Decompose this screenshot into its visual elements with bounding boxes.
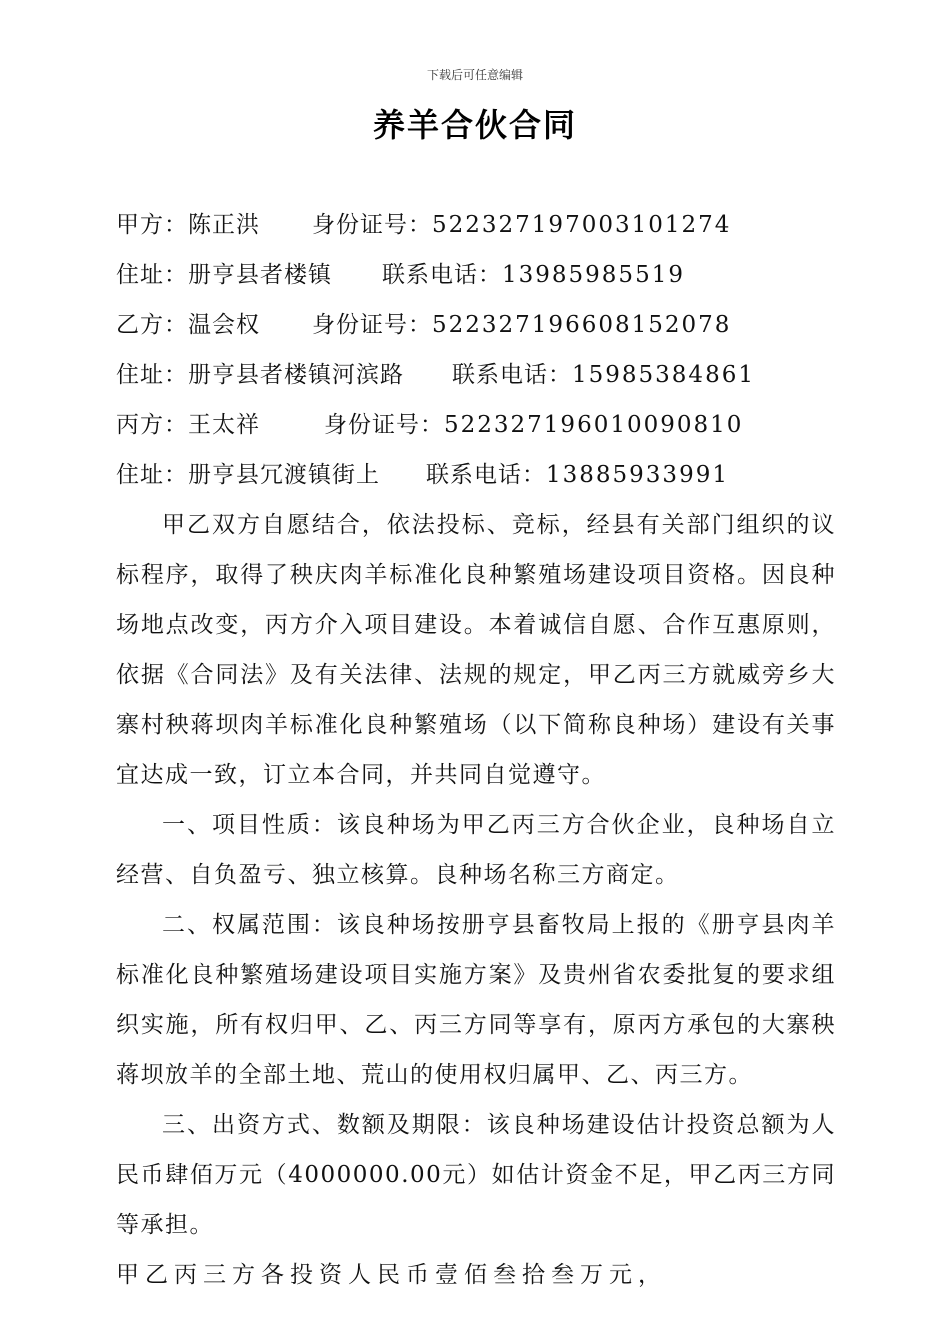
clause-3-continuation: 甲乙丙三方各投资人民币壹佰叁拾叁万元， [116, 1262, 667, 1288]
party-a-address: 册亨县者楼镇 [188, 262, 332, 288]
party-b-name: 温会权 [188, 312, 260, 338]
party-c-address-label: 住址： [116, 462, 188, 488]
party-c-address-line [116, 450, 836, 500]
party-c-name: 王太祥 [188, 412, 260, 438]
party-a-id-label: 身份证号： [312, 212, 432, 238]
party-b-phone-label: 联系电话： [452, 362, 572, 388]
party-a-id-number: 522327197003101274 [432, 212, 732, 238]
party-a-address-label: 住址： [116, 262, 188, 288]
party-a-line [116, 200, 836, 250]
party-a-name: 陈正洪 [188, 212, 260, 238]
party-c-id-label: 身份证号： [324, 412, 444, 438]
party-b-id-label: 身份证号： [312, 312, 432, 338]
party-a-role-label: 甲方： [116, 212, 188, 238]
party-b-phone: 15985384861 [572, 362, 755, 388]
party-c-phone: 13885933991 [546, 462, 729, 488]
party-b-id-number: 522327196608152078 [432, 312, 732, 338]
party-b-address-line [116, 350, 836, 400]
party-a-phone: 13985985519 [502, 262, 685, 288]
header-note: 下载后可任意编辑 [426, 68, 523, 82]
clause-2-paragraph: 二、权属范围：该良种场按册亨县畜牧局上报的《册亨县肉羊标准化良种繁殖场建设项目实施方案》及贵州省农委批复的要求组织实施，所有权归甲、乙、丙三方同等享有，原丙方承包的大寨秧蒋坝放羊的全部土地、荒山的使用权归属甲、乙、丙三方。 [116, 912, 836, 1088]
party-c-phone-label: 联系电话： [426, 462, 546, 488]
party-a-address-line [116, 250, 836, 300]
clause-1-paragraph: 一、项目性质：该良种场为甲乙丙三方合伙企业，良种场自立经营、自负盈亏、独立核算。良种场名称三方商定。 [116, 812, 836, 888]
party-c-id-number: 522327196010090810 [444, 412, 744, 438]
preamble-paragraph: 甲乙双方自愿结合，依法投标、竞标，经县有关部门组织的议标程序，取得了秧庆肉羊标准化良种繁殖场建设项目资格。因良种场地点改变，丙方介入项目建设。本着诚信自愿、合作互惠原则，依据《合同法》及有关法律、法规的规定，甲乙丙三方就威旁乡大寨村秧蒋坝肉羊标准化良种繁殖场（以下简称良种场）建设有关事宜达成一致，订立本合同，并共同自觉遵守。 [116, 512, 836, 788]
document-body [116, 200, 836, 1300]
clause-3-paragraph: 三、出资方式、数额及期限：该良种场建设估计投资总额为人民币肆佰万元（4000000.00元）如估计资金不足，甲乙丙三方同等承担。 [116, 1112, 836, 1238]
page-title: 养羊合伙合同 [372, 106, 577, 144]
party-b-address: 册亨县者楼镇河滨路 [188, 362, 404, 388]
party-c-role-label: 丙方： [116, 412, 188, 438]
party-c-address: 册亨县冗渡镇街上 [188, 462, 380, 488]
party-a-phone-label: 联系电话： [382, 262, 502, 288]
party-b-role-label: 乙方： [116, 312, 188, 338]
party-b-address-label: 住址： [116, 362, 188, 388]
party-c-line [116, 400, 836, 450]
party-b-line [116, 300, 836, 350]
